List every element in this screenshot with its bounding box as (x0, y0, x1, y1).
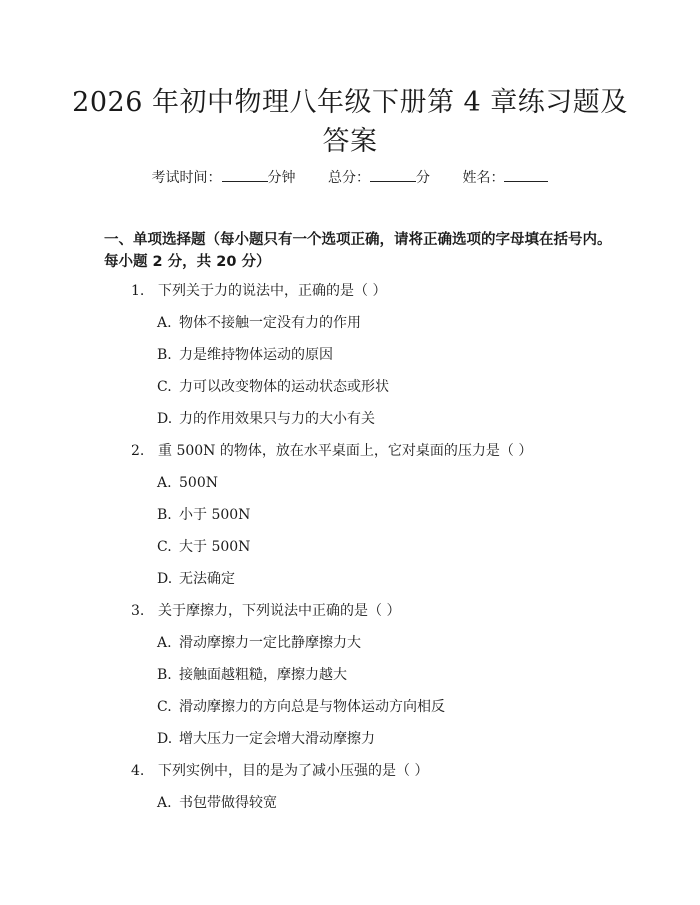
exam-info-line (0, 167, 700, 188)
exam-score-field (328, 167, 430, 188)
question-number: 3. (131, 603, 145, 619)
option-item (157, 665, 347, 685)
question-1 (131, 281, 386, 301)
option-text: 大于 500N (179, 539, 251, 555)
option-item (157, 473, 218, 493)
option-letter: C. (157, 379, 172, 395)
question-2 (131, 441, 532, 461)
question-number: 2. (131, 443, 145, 459)
option-item (157, 313, 361, 333)
option-item (157, 633, 361, 653)
question-text: 关于摩擦力，下列说法中正确的是（ ） (158, 603, 401, 619)
option-text: 无法确定 (179, 571, 235, 587)
option-item (157, 409, 375, 429)
option-item (157, 345, 333, 365)
option-text: 增大压力一定会增大滑动摩擦力 (179, 731, 375, 747)
option-text: 力可以改变物体的运动状态或形状 (179, 379, 389, 395)
option-letter: A. (157, 795, 172, 811)
option-item (157, 569, 235, 589)
question-text: 重 500N 的物体，放在水平桌面上，它对桌面的压力是（ ） (158, 443, 533, 459)
question-text: 下列关于力的说法中，正确的是（ ） (158, 283, 387, 299)
exam-score-blank (370, 167, 416, 182)
question-text: 下列实例中，目的是为了减小压强的是（ ） (158, 763, 429, 779)
option-item (157, 697, 445, 717)
document-title-line-1: 2026 年初中物理八年级下册第 4 章练习题及 (72, 87, 628, 118)
option-text: 滑动摩擦力一定比静摩擦力大 (179, 635, 361, 651)
option-letter: A. (157, 635, 172, 651)
option-letter: B. (157, 347, 172, 363)
option-letter: A. (157, 315, 172, 331)
exam-time-field (152, 167, 296, 188)
option-letter: D. (157, 571, 173, 587)
exam-name-blank (504, 167, 548, 182)
section-heading: 一、单项选择题（每小题只有一个选项正确，请将正确选项的字母填在括号内。每小题 2 分，共 20 分） (104, 232, 612, 270)
option-text: 滑动摩擦力的方向总是与物体运动方向相反 (179, 699, 445, 715)
question-number: 1. (131, 283, 145, 299)
exam-name-label: 姓名： (462, 170, 505, 186)
exam-score-label: 总分： (328, 170, 370, 186)
option-text: 小于 500N (179, 507, 251, 523)
option-letter: C. (157, 699, 172, 715)
question-4 (131, 761, 428, 781)
question-number: 4. (131, 763, 145, 779)
option-letter: A. (157, 475, 172, 491)
option-text: 力是维持物体运动的原因 (179, 347, 333, 363)
document-title-line-2: 答案 (322, 126, 378, 157)
exam-name-field (462, 167, 548, 188)
exam-time-blank (222, 167, 268, 182)
question-3 (131, 601, 400, 621)
option-item (157, 793, 277, 813)
option-text: 500N (179, 475, 218, 491)
option-letter: D. (157, 411, 173, 427)
option-letter: C. (157, 539, 172, 555)
option-item (157, 537, 250, 557)
exam-score-unit: 分 (416, 170, 430, 186)
option-item (157, 505, 250, 525)
option-letter: B. (157, 507, 172, 523)
option-item (157, 729, 375, 749)
option-letter: D. (157, 731, 173, 747)
option-item (157, 377, 389, 397)
option-text: 接触面越粗糙，摩擦力越大 (179, 667, 347, 683)
exam-time-label: 考试时间： (151, 170, 222, 186)
option-letter: B. (157, 667, 172, 683)
option-text: 力的作用效果只与力的大小有关 (179, 411, 375, 427)
option-text: 书包带做得较宽 (179, 795, 277, 811)
option-text: 物体不接触一定没有力的作用 (179, 315, 361, 331)
exam-time-unit: 分钟 (267, 170, 296, 186)
